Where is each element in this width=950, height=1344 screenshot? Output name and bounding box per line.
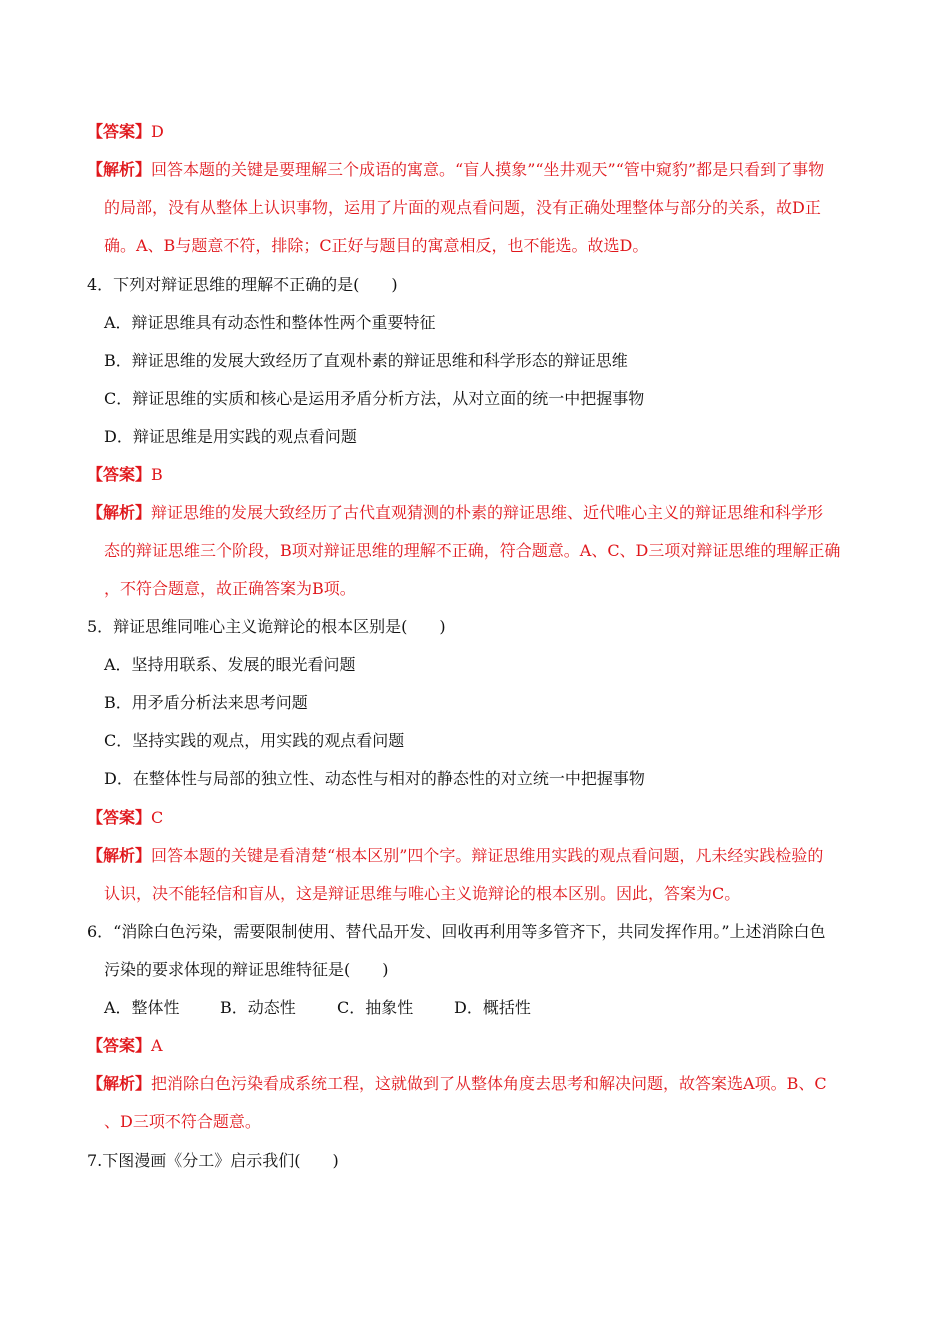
q6-stem-line-2: 污染的要求体现的辩证思维特征是( )	[104, 960, 389, 979]
analysis-label: 【解析】	[87, 1074, 152, 1093]
answer-value: A	[151, 1036, 163, 1055]
q5-analysis-line-1	[87, 846, 823, 866]
q3-analysis-line-1	[87, 160, 824, 180]
q4-option-a: A．辩证思维具有动态性和整体性两个重要特征	[104, 313, 436, 332]
q4-option-b: B．辩证思维的发展大致经历了直观朴素的辩证思维和科学形态的辩证思维	[104, 351, 628, 370]
q6-option-c: C．抽象性	[337, 998, 414, 1017]
q5-option-d: D．在整体性与局部的独立性、动态性与相对的静态性的对立统一中把握事物	[104, 769, 645, 788]
q4-answer	[87, 465, 163, 485]
q6-analysis-line-1	[87, 1074, 827, 1094]
analysis-text: 回答本题的关键是要理解三个成语的寓意。“盲人摸象”“坐井观天”“管中窥豹”都是只看到了事物	[151, 160, 825, 179]
answer-label: 【答案】	[87, 122, 152, 141]
answer-label: 【答案】	[87, 465, 152, 484]
analysis-label: 【解析】	[87, 503, 152, 522]
analysis-label: 【解析】	[87, 160, 152, 179]
analysis-text: 把消除白色污染看成系统工程，这就做到了从整体角度去思考和解决问题，故答案选A项。B、C	[151, 1074, 827, 1093]
q6-stem-line-1: 6．“消除白色污染，需要限制使用、替代品开发、回收再利用等多管齐下，共同发挥作用。”上述消除白色	[87, 922, 826, 941]
q5-answer	[87, 808, 163, 828]
q4-analysis-line-3: ，不符合题意，故正确答案为B项。	[104, 579, 356, 598]
q4-analysis-line-1	[87, 503, 823, 523]
q6-option-a: A．整体性	[104, 998, 180, 1017]
answer-label: 【答案】	[87, 808, 152, 827]
analysis-text: 回答本题的关键是看清楚“根本区别”四个字。辩证思维用实践的观点看问题，凡未经实践检验的	[151, 846, 824, 865]
answer-value: C	[151, 808, 164, 827]
q5-stem: 5．辩证思维同唯心主义诡辩论的根本区别是( )	[87, 617, 446, 636]
q5-option-a: A．坚持用联系、发展的眼光看问题	[104, 655, 356, 674]
q6-analysis-line-2: 、D三项不符合题意。	[104, 1112, 261, 1131]
analysis-label: 【解析】	[87, 846, 152, 865]
answer-label: 【答案】	[87, 1036, 152, 1055]
answer-value: B	[151, 465, 163, 484]
q4-option-c: C．辩证思维的实质和核心是运用矛盾分析方法，从对立面的统一中把握事物	[104, 389, 645, 408]
q6-answer	[87, 1036, 163, 1056]
q5-analysis-line-2: 认识，决不能轻信和盲从，这是辩证思维与唯心主义诡辩论的根本区别。因此，答案为C。	[104, 884, 741, 903]
answer-value: D	[151, 122, 164, 141]
q3-analysis-line-3: 确。A、B与题意不符，排除；C正好与题目的寓意相反，也不能选。故选D。	[104, 236, 649, 255]
q3-analysis-line-2: 的局部，没有从整体上认识事物，运用了片面的观点看问题，没有正确处理整体与部分的关系，故D正	[104, 198, 821, 217]
q5-option-c: C．坚持实践的观点，用实践的观点看问题	[104, 731, 405, 750]
q4-stem: 4．下列对辩证思维的理解不正确的是( )	[87, 275, 398, 294]
q6-option-b: B．动态性	[220, 998, 296, 1017]
q4-option-d: D．辩证思维是用实践的观点看问题	[104, 427, 357, 446]
q3-answer	[87, 122, 164, 142]
q5-option-b: B．用矛盾分析法来思考问题	[104, 693, 308, 712]
q7-stem: 7.下图漫画《分工》启示我们( )	[87, 1151, 339, 1170]
q6-option-d: D．概括性	[454, 998, 531, 1017]
q6-options	[104, 998, 531, 1018]
q4-analysis-line-2: 态的辩证思维三个阶段，B项对辩证思维的理解不正确，符合题意。A、C、D三项对辩证思维的理解正确	[104, 541, 841, 560]
analysis-text: 辩证思维的发展大致经历了古代直观猜测的朴素的辩证思维、近代唯心主义的辩证思维和科学形	[151, 503, 824, 522]
